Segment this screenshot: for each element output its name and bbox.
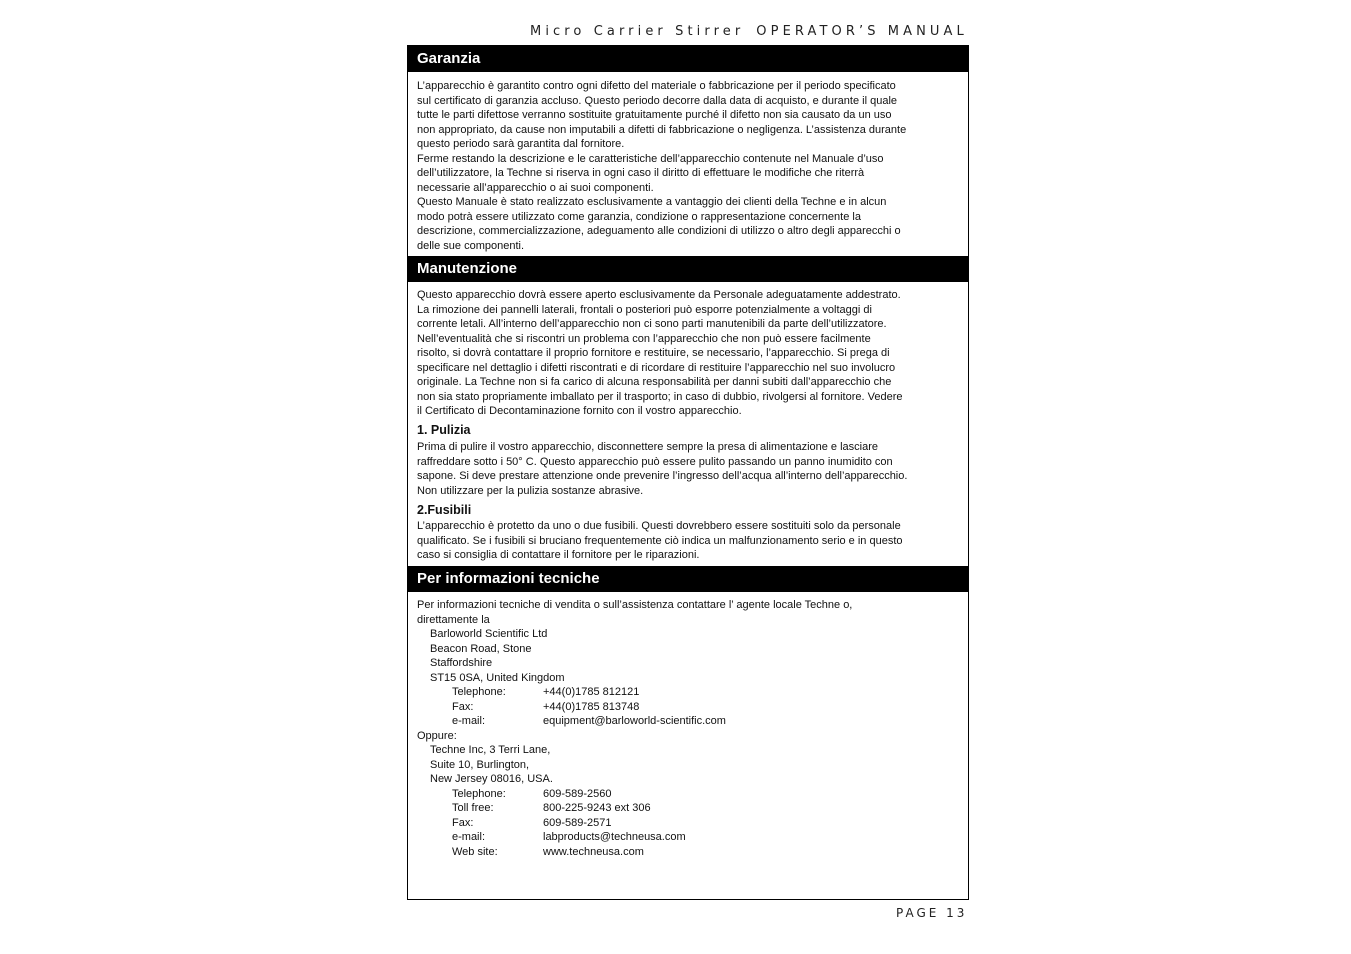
text-line: Ferme restando la descrizione e le caratteristiche dell’apparecchio contenute nel Manuale d’uso (417, 152, 884, 165)
text-line: Per informazioni tecniche di vendita o sull’assistenza contattare l’ agente locale Techne o, (417, 599, 853, 611)
text-line: sapone. Si deve prestare attenzione onde prevenire l’ingresso dell’acqua all’interno dell’apparecchio. (417, 470, 908, 482)
text-line: raffreddare sotto i 50° C. Questo apparecchio può essere pulito passando un panno inumidito con (417, 455, 893, 468)
text-line: questo periodo sarà garantita dal fornitore. (417, 138, 625, 150)
uk-address-line: Beacon Road, Stone (430, 642, 532, 655)
text-line: risolto, si dovrà contattare il proprio fornitore e restituire, se necessario, l’apparecchio. Si prega di (417, 347, 890, 359)
usa-contact-row (417, 787, 852, 802)
text-line: Prima di pulire il vostro apparecchio, disconnettere sempre la presa di alimentazione e lasciare (417, 441, 879, 453)
fusibili-text (417, 519, 962, 563)
text-line: tutte le parti difettose verranno sostituite gratuitamente purché il difetto non sia causato da un uso (417, 109, 892, 121)
contact-label: e-mail: (452, 831, 486, 843)
content-frame (407, 45, 969, 900)
text-line: qualificato. Se i fusibili si bruciano frequentemente ciò indica un malfunzionamento serio e in questo (417, 534, 903, 547)
text-line: non appropriato, da cause non imputabili a difetti di fabbricazione o negligenza. L’assistenza durante (417, 123, 907, 136)
text-line: caso si consiglia di contattare il fornitore per le riparazioni. (417, 549, 700, 561)
contact-label: e-mail: (452, 715, 486, 727)
subheading-fusibili: 2.Fusibili (417, 503, 472, 517)
contact-block (417, 598, 852, 859)
text-line: direttamente la (417, 613, 490, 626)
text-line: non sia stato propriamente imballato per il trasporto; in caso di dubbio, rivolgersi al fornitore. Vedere (417, 390, 903, 403)
usa-contact-row (417, 830, 852, 845)
contact-label: Telephone: (452, 787, 506, 800)
text-line: Non utilizzare per la pulizia sostanze abrasive. (417, 484, 644, 497)
usa-address-line: New Jersey 08016, USA. (430, 773, 553, 785)
contact-value: www.techneusa.com (543, 845, 644, 858)
contact-value: 609-589-2560 (543, 787, 612, 800)
text-line: L’apparecchio è garantito contro ogni difetto del materiale o fabbricazione per il periodo specificato (417, 80, 896, 92)
contact-label: Telephone: (452, 686, 506, 698)
text-line: sul certificato di garanzia accluso. Questo periodo decorre dalla data di acquisto, e durante il quale (417, 94, 898, 107)
text-line: dell’utilizzatore, la Techne si riserva in ogni caso il diritto di effettuare le modifiche che riterrà (417, 167, 865, 179)
uk-contact-row (417, 685, 852, 700)
contact-value: labproducts@techneusa.com (543, 831, 686, 843)
contact-value: +44(0)1785 813748 (543, 700, 640, 713)
contact-value: 609-589-2571 (543, 816, 612, 829)
usa-address-line: Suite 10, Burlington, (430, 758, 530, 771)
contact-value: equipment@barloworld-scientific.com (543, 715, 726, 727)
header-product: Micro Carrier Stirrer (530, 24, 745, 39)
text-line: La rimozione dei pannelli laterali, frontali o posteriori può esporre potenzialmente a voltaggi di (417, 303, 872, 316)
section-title-manutenzione: Manutenzione (408, 256, 968, 282)
text-line: originale. La Techne non si fa carico di alcuna responsabilità per danni subiti dall’apparecchio che (417, 376, 892, 388)
usa-contact-row (417, 801, 852, 816)
contact-label: Fax: (452, 816, 474, 829)
subheading-pulizia: 1. Pulizia (417, 423, 471, 437)
page-number: PAGE 13 (896, 906, 968, 920)
uk-address-line: Barloworld Scientific Ltd (430, 628, 548, 640)
text-line: Questo apparecchio dovrà essere aperto esclusivamente da Personale adeguatamente addestrato. (417, 289, 901, 301)
text-line: corrente letali. All’interno dell’apparecchio non ci sono parti manutenibili da parte dell’utilizzatore. (417, 318, 887, 330)
garanzia-text (417, 79, 962, 253)
usa-address-line: Techne Inc, 3 Terri Lane, (430, 744, 551, 756)
uk-address-line: ST15 0SA, United Kingdom (430, 671, 565, 684)
contact-label: Toll free: (452, 802, 494, 814)
contact-label: Web site: (452, 845, 498, 858)
text-line: L’apparecchio è protetto da uno o due fusibili. Questi dovrebbero essere sostituiti solo da personale (417, 520, 901, 532)
text-line: modo potrà essere utilizzato come garanzia, condizione o rappresentazione concernente la (417, 210, 861, 223)
running-header (530, 24, 968, 39)
text-line: Questo Manuale è stato realizzato esclusivamente a vantaggio dei clienti della Techne e in alcun (417, 196, 887, 208)
uk-contact-row (417, 700, 852, 715)
section-title-info: Per informazioni tecniche (408, 566, 968, 592)
text-line: il Certificato di Decontaminazione fornito con il vostro apparecchio. (417, 405, 742, 417)
contact-value: 800-225-9243 ext 306 (543, 802, 651, 814)
manutenzione-text (417, 288, 962, 419)
text-line: Nell’eventualità che si riscontri un problema con l’apparecchio che non può essere facilmente (417, 332, 871, 345)
uk-contact-row (417, 714, 852, 729)
contact-value: +44(0)1785 812121 (543, 686, 640, 698)
text-line: descrizione, commercializzazione, adeguamento alle condizioni di utilizzo o altro degli apparecchi o (417, 225, 901, 237)
usa-contact-row (417, 816, 852, 831)
text-line: necessarie all’apparecchio o ai suoi componenti. (417, 181, 654, 194)
text-line: specificare nel dettaglio i difetti riscontrati e di ricordare di restituire l’apparecchio nel suo involucro (417, 361, 896, 374)
usa-contact-row (417, 845, 852, 860)
section-title-garanzia: Garanzia (408, 46, 968, 72)
text-line: delle sue componenti. (417, 239, 525, 252)
or-label: Oppure: (417, 729, 457, 742)
uk-address-line: Staffordshire (430, 657, 493, 669)
header-manual: OPERATOR’S MANUAL (756, 24, 968, 39)
contact-label: Fax: (452, 700, 474, 713)
pulizia-text (417, 440, 962, 498)
